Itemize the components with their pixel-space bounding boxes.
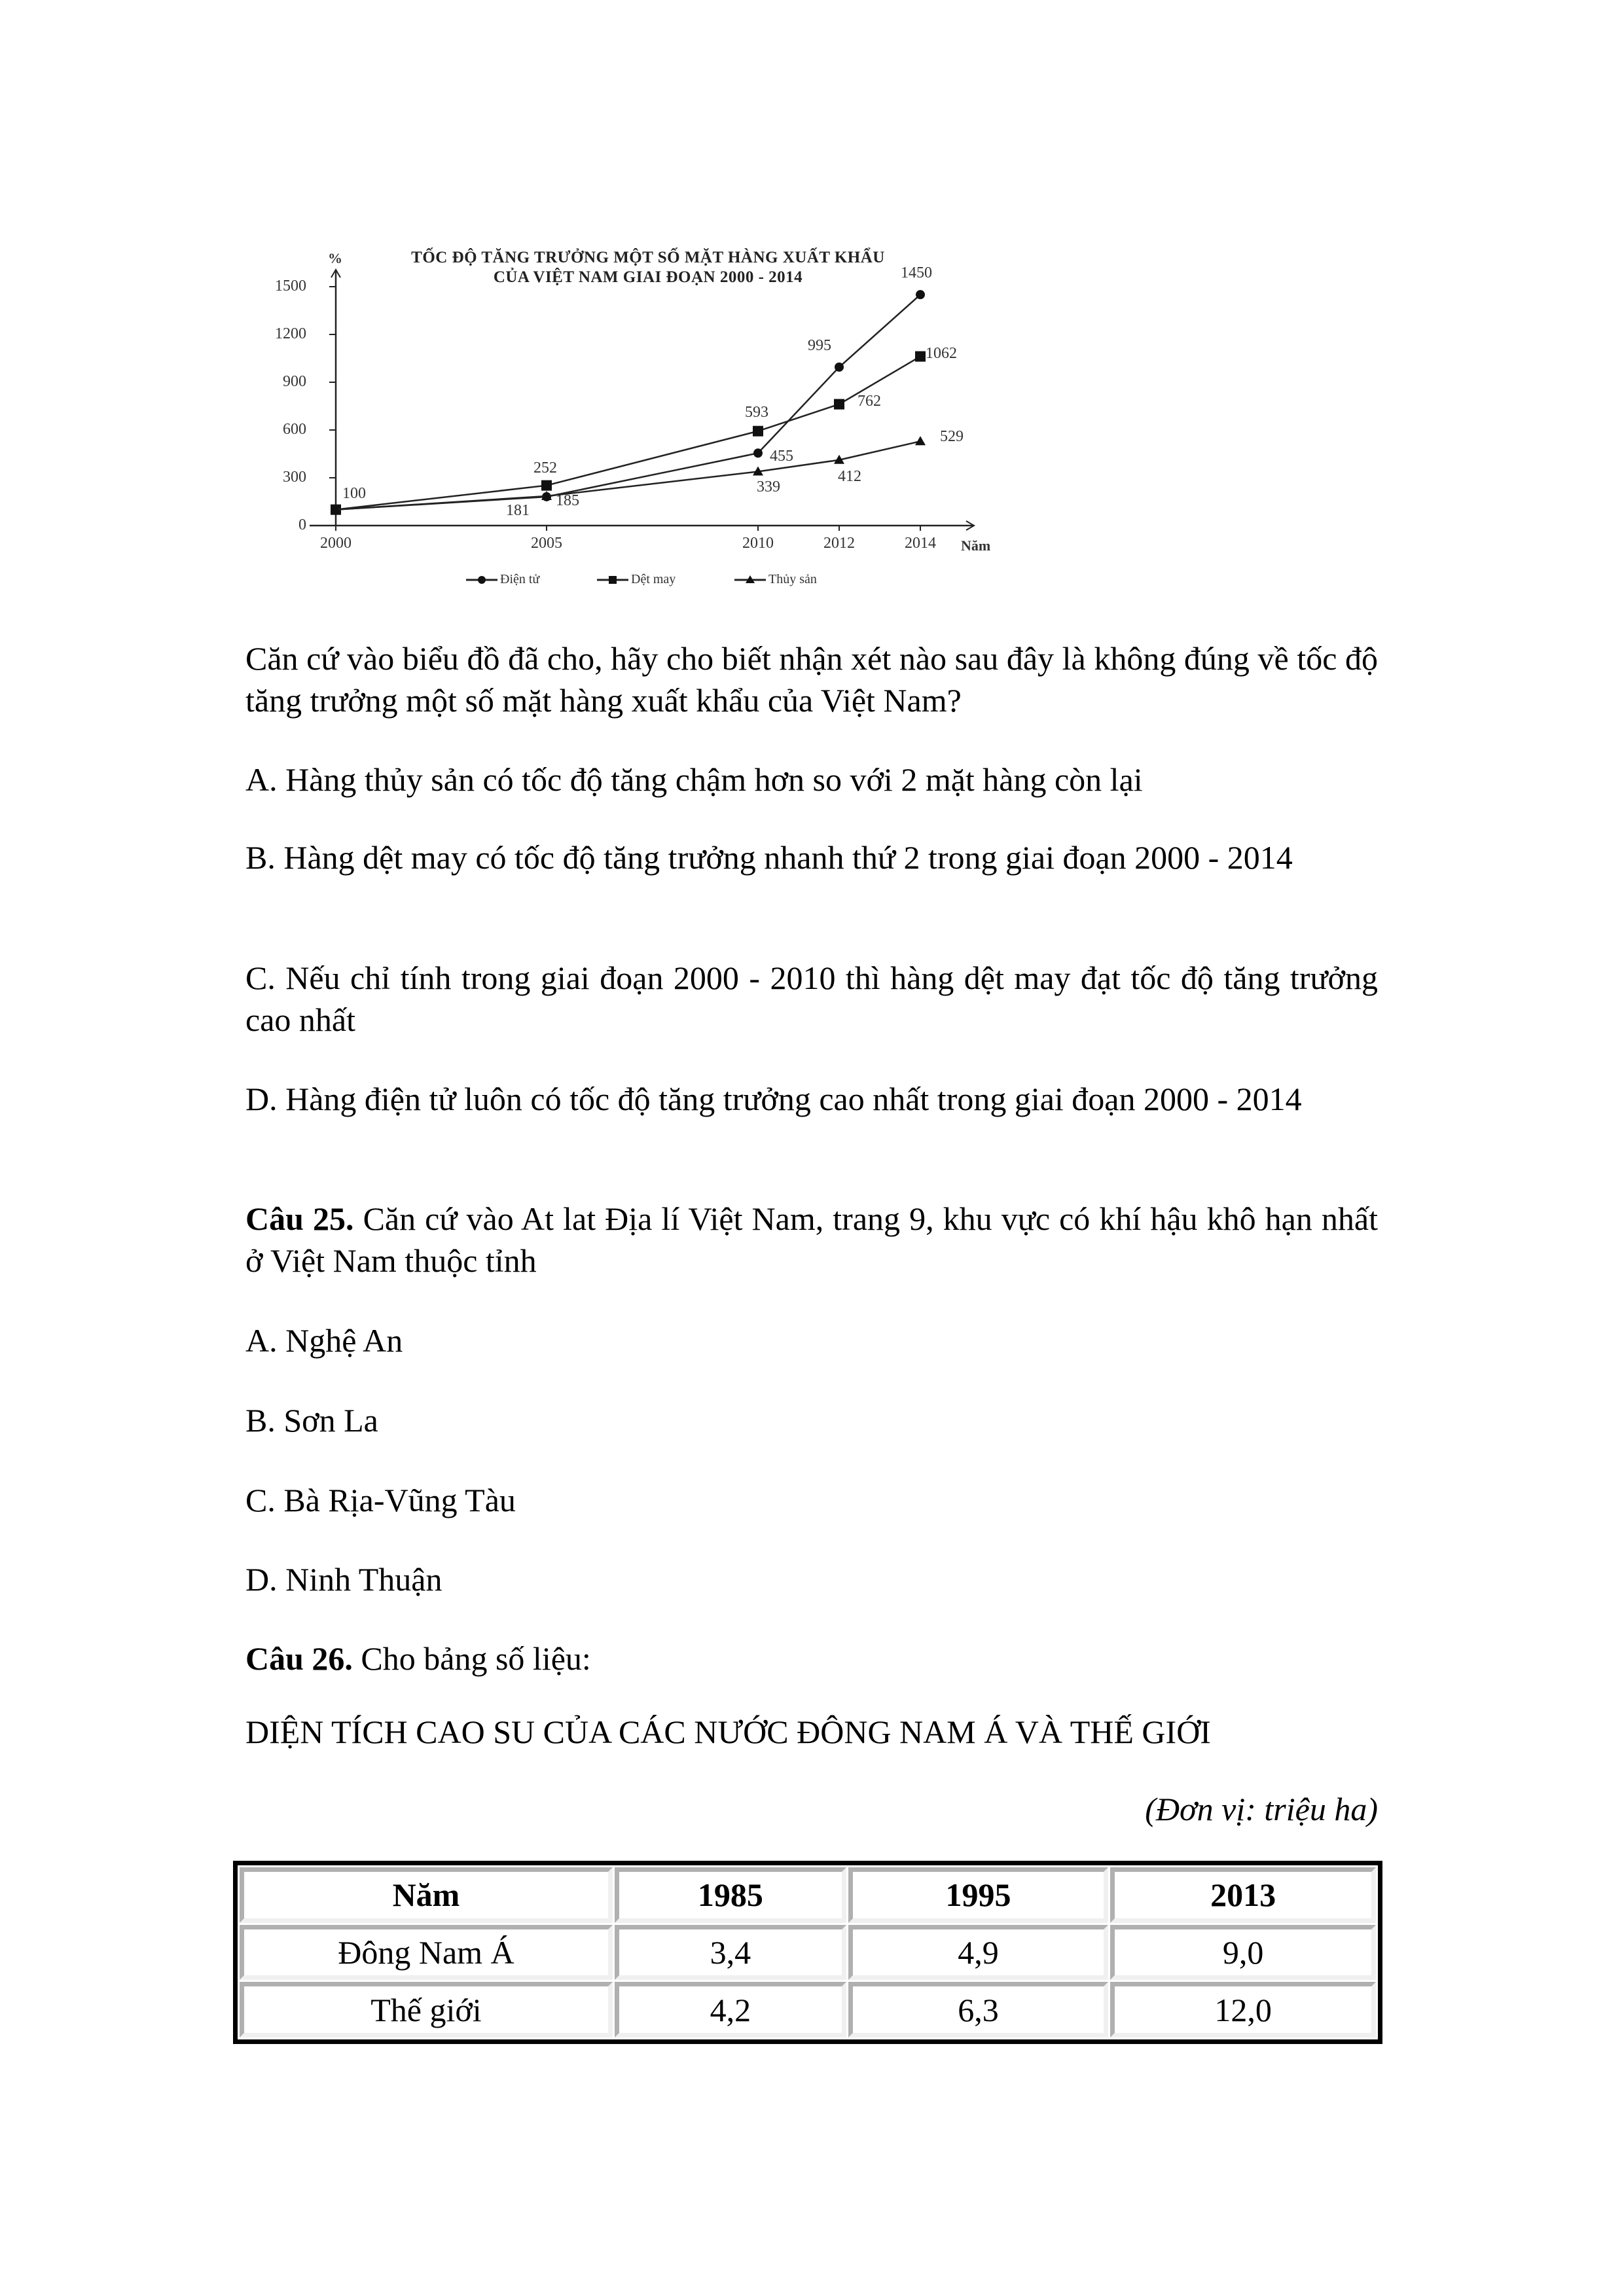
- question-26-text: Cho bảng số liệu:: [352, 1640, 591, 1677]
- y-tick-label: 0: [298, 516, 306, 533]
- circle-marker-icon: [835, 363, 844, 372]
- table-header-cell: 1985: [615, 1867, 846, 1923]
- square-marker-icon: [541, 480, 552, 491]
- chart-title-line-1: TỐC ĐỘ TĂNG TRƯỞNG MỘT SỐ MẶT HÀNG XUẤT KHẨU: [411, 249, 885, 266]
- legend-label: Dệt may: [631, 572, 676, 586]
- table-cell: Thế giới: [240, 1982, 613, 2037]
- circle-marker-icon: [916, 290, 925, 299]
- series-line-0: [336, 295, 920, 509]
- table-header-row: [240, 1867, 1376, 1923]
- question-26-label: Câu 26.: [245, 1640, 353, 1677]
- legend-label: Điện tử: [500, 572, 540, 586]
- data-label: 455: [770, 448, 793, 465]
- table-header-cell: 1995: [848, 1867, 1108, 1923]
- y-tick-label: 1200: [275, 325, 306, 342]
- data-label: 995: [808, 336, 831, 354]
- legend-square-icon: [609, 576, 617, 584]
- x-tick-label: 2000: [320, 535, 352, 552]
- table-title: DIỆN TÍCH CAO SU CỦA CÁC NƯỚC ĐÔNG NAM Á VÀ THẾ GIỚI: [245, 1713, 1211, 1750]
- table-row: [240, 1925, 1376, 1981]
- question-25-stem: [245, 1198, 1378, 1282]
- data-label: 185: [556, 492, 579, 509]
- data-label: 252: [533, 459, 557, 476]
- question-24-option-b: B. Hàng dệt may có tốc độ tăng trưởng nhanh thứ 2 trong giai đoạn 2000 - 2014: [245, 839, 1293, 876]
- x-tick-label: 2012: [823, 535, 855, 552]
- data-label: 181: [506, 501, 530, 519]
- question-24-option-d: D. Hàng điện tử luôn có tốc độ tăng trưởng cao nhất trong giai đoạn 2000 - 2014: [245, 1081, 1302, 1117]
- x-tick-label: 2005: [531, 535, 562, 552]
- data-label: 593: [745, 403, 768, 421]
- data-label: 1062: [926, 344, 957, 362]
- table-cell: 9,0: [1110, 1925, 1376, 1981]
- square-marker-icon: [753, 426, 763, 437]
- y-tick-label: 600: [283, 421, 306, 438]
- table-cell: 3,4: [615, 1925, 846, 1981]
- table-unit: (Đơn vị: triệu ha): [1145, 1791, 1378, 1827]
- y-axis-label: %: [328, 250, 342, 266]
- table-row: [240, 1982, 1376, 2037]
- data-label: 529: [940, 428, 964, 446]
- line-chart: [249, 242, 1034, 609]
- square-marker-icon: [915, 351, 926, 362]
- chart-plot: [249, 242, 1034, 609]
- circle-marker-icon: [753, 448, 763, 457]
- data-label: 339: [757, 478, 780, 495]
- data-label: 762: [857, 392, 881, 410]
- triangle-marker-icon: [915, 436, 926, 445]
- x-axis-label: Năm: [961, 537, 991, 554]
- question-25-option-d: D. Ninh Thuận: [245, 1561, 442, 1598]
- table-cell: Đông Nam Á: [240, 1925, 613, 1981]
- y-tick-label: 900: [283, 373, 306, 390]
- x-tick-label: 2014: [905, 535, 936, 552]
- table-header-cell: Năm: [240, 1867, 613, 1923]
- data-label: 1450: [901, 264, 932, 282]
- table-cell: 12,0: [1110, 1982, 1376, 2037]
- data-table: [233, 1861, 1382, 2044]
- data-label: 412: [838, 467, 861, 485]
- table-cell: 4,9: [848, 1925, 1108, 1981]
- square-marker-icon: [834, 399, 844, 410]
- data-label: 100: [342, 484, 366, 502]
- question-26-stem: [245, 1638, 1378, 1679]
- question-25-label: Câu 25.: [245, 1200, 354, 1237]
- legend-circle-icon: [478, 576, 486, 584]
- question-25-option-c: C. Bà Rịa-Vũng Tàu: [245, 1482, 516, 1518]
- table-header-cell: 2013: [1110, 1867, 1376, 1923]
- chart-title-line-2: CỦA VIỆT NAM GIAI ĐOẠN 2000 - 2014: [493, 268, 803, 286]
- y-tick-label: 1500: [275, 278, 306, 295]
- question-24-option-a: A. Hàng thủy sản có tốc độ tăng chậm hơn so với 2 mặt hàng còn lại: [245, 761, 1143, 798]
- legend-label: Thủy sản: [768, 572, 817, 586]
- question-24-stem: Căn cứ vào biểu đồ đã cho, hãy cho biết nhận xét nào sau đây là không đúng về tốc độ tăng trưởng một số mặt hàng xuất khẩu của Việt Nam?: [245, 640, 1378, 719]
- table-cell: 6,3: [848, 1982, 1108, 2037]
- question-25-text: Căn cứ vào At lat Địa lí Việt Nam, trang 9, khu vực có khí hậu khô hạn nhất ở Việt Nam thuộc tỉnh: [245, 1200, 1379, 1279]
- x-tick-label: 2010: [742, 535, 774, 552]
- y-tick-label: 300: [283, 469, 306, 486]
- question-24-option-c: C. Nếu chỉ tính trong giai đoạn 2000 - 2010 thì hàng dệt may đạt tốc độ tăng trưởng cao nhất: [245, 960, 1378, 1038]
- question-25-option-b: B. Sơn La: [245, 1402, 378, 1439]
- table-cell: 4,2: [615, 1982, 846, 2037]
- question-25-option-a: A. Nghệ An: [245, 1322, 403, 1359]
